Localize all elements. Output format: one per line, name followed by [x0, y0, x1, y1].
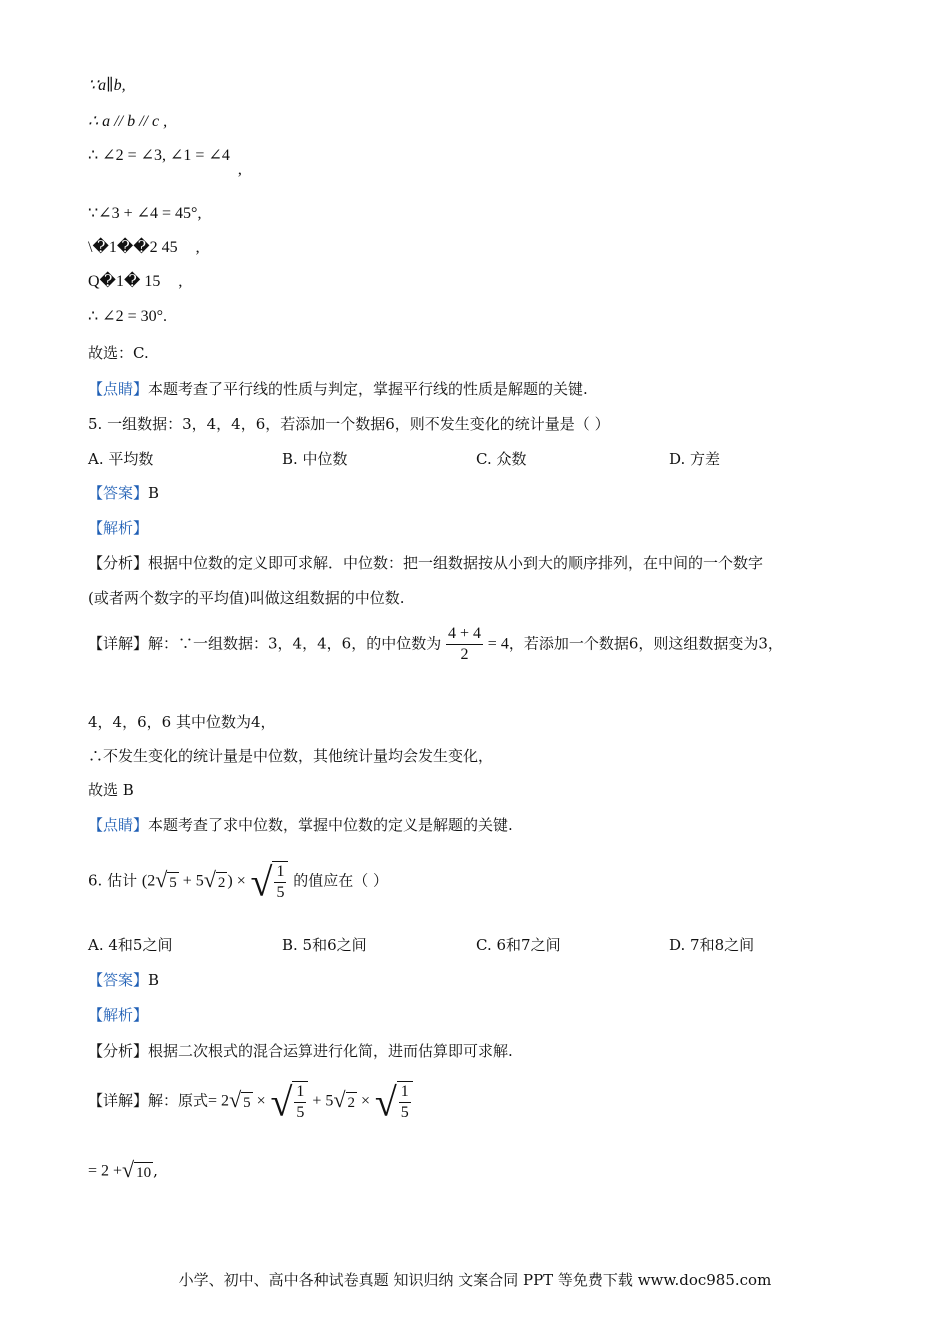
- q6-result-comma: ,: [153, 1161, 158, 1180]
- q6-answer-tag: 【答案】: [88, 971, 149, 989]
- q5-answer-value: B: [148, 484, 160, 502]
- q6-expr-plus: + 5: [178, 872, 204, 890]
- q5-xiangjie-tag: 【详解】: [88, 634, 149, 653]
- q5-conclusion-line: ∴不发生变化的统计量是中位数，其他统计量均会发生变化，: [88, 747, 494, 765]
- q6-fenxi-tag: 【分析】: [88, 1042, 149, 1060]
- q6-sqrt10-radicand: 10: [134, 1162, 153, 1183]
- q5-jiexi-heading: 【解析】: [88, 519, 149, 537]
- q6-answer: [88, 970, 159, 990]
- line-choose-c: 故选：C.: [88, 344, 149, 362]
- q6-option-c: C. 6和7之间: [476, 936, 561, 954]
- q6-result-line: [88, 1157, 158, 1183]
- q6-xiangjie-text: 解：原式: [148, 1091, 209, 1110]
- q6-result-eq: = 2 +: [88, 1162, 123, 1180]
- angle-equality-text: ∴ ∠2 = ∠3, ∠1 = ∠4: [88, 147, 230, 164]
- line-angle-result: ∴ ∠2 = 30°.: [88, 308, 168, 325]
- q6-jiexi-heading: 【解析】: [88, 1006, 149, 1024]
- line-angle-sum: ∵∠3 + ∠4 = 45°,: [88, 205, 202, 222]
- q6-option-d: D. 7和8之间: [669, 936, 755, 954]
- angle-equality-comma: ,: [237, 161, 242, 178]
- line-garbled-2: [88, 272, 182, 292]
- line-angle-equality: [88, 146, 242, 178]
- garbled-text-2: Q�1� 15: [88, 273, 161, 290]
- q6-fenxi-line: [88, 1041, 513, 1061]
- q5-dianjing-tag: 【点睛】: [88, 816, 149, 834]
- q5-fenxi-tag: 【分析】: [88, 554, 149, 572]
- q6-fraction-num: 1: [274, 862, 286, 883]
- q5-dianjing-line: [88, 815, 513, 835]
- q6-sqrt2: √ 2: [203, 867, 226, 892]
- q6-detail-sqrt5: √ 5: [229, 1087, 251, 1112]
- q6-xiangjie-tag: 【详解】: [88, 1091, 149, 1110]
- q5-fenxi-text-1: 根据中位数的定义即可求解．中位数：把一组数据按从小到大的顺序排列，在中间的一个数字: [148, 554, 764, 572]
- q5-option-c: C. 众数: [476, 450, 527, 468]
- q5-fenxi-line-2: (或者两个数字的平均值)叫做这组数据的中位数.: [88, 589, 405, 607]
- q6-option-a: A. 4和5之间: [88, 936, 173, 954]
- line-parallel-given: ∵a∥b,: [88, 77, 126, 94]
- q6-expr-open: (2: [141, 872, 156, 890]
- garbled-comma-2: ,: [178, 273, 183, 290]
- q6-sqrt5-radicand: 5: [167, 872, 179, 893]
- line-garbled-1: [88, 238, 200, 258]
- q5-xiangjie-text-b: ，若添加一个数据6，则这组数据变为3，: [508, 634, 783, 653]
- q5-xiangjie-text-a: 解：∵一组数据：3，4，4，6，的中位数为: [148, 634, 442, 653]
- q6-expr-times: ) ×: [227, 872, 246, 890]
- q5-fenxi-line-1: [88, 553, 763, 573]
- q5-fraction-numerator: 4 + 4: [446, 624, 483, 645]
- q6-fenxi-text: 根据二次根式的混合运算进行化简，进而估算即可求解.: [148, 1042, 513, 1060]
- q6-sqrt-fraction: √ $\frac{1}{5}$: [251, 854, 289, 910]
- q6-xiangjie-line: [88, 1072, 413, 1131]
- question-6: [88, 852, 388, 911]
- q5-fraction-denominator: 2: [460, 646, 469, 663]
- q6-detail-sqrt-frac-1: √ $\frac{1}{5}$: [270, 1074, 308, 1130]
- line-parallel-conclusion: ∴ a // b // c ,: [88, 113, 168, 130]
- q6-prefix: 6. 估计: [88, 871, 138, 890]
- q6-sqrt10: √ 10: [122, 1157, 152, 1182]
- q6-postfix: 的值应在（ ）: [293, 871, 389, 890]
- q5-choose-line: 故选 B: [88, 781, 134, 799]
- page-footer: 小学、初中、高中各种试卷真题 知识归纳 文案合同 PPT 等免费下载 www.doc985.com: [178, 1271, 772, 1289]
- question-5: 5. 一组数据：3，4，4，6，若添加一个数据6，则不发生变化的统计量是（ ）: [88, 415, 610, 433]
- q5-option-a: A. 平均数: [88, 450, 154, 468]
- q6-sqrt2-radicand: 2: [216, 872, 228, 893]
- garbled-text-1: \�1��2 45: [88, 239, 178, 256]
- q6-detail-sqrt2: √ 2: [333, 1087, 356, 1112]
- q6-detail-times-2: ×: [357, 1092, 371, 1110]
- q6-fraction-den: 5: [276, 884, 285, 902]
- dianjing-text-1: 本题考查了平行线的性质与判定，掌握平行线的性质是解题的关键.: [148, 380, 588, 398]
- q6-detail-sqrt-frac-2: √ $\frac{1}{5}$: [375, 1074, 413, 1130]
- q5-answer-tag: 【答案】: [88, 484, 149, 502]
- q5-option-d: D. 方差: [669, 450, 721, 468]
- q5-dianjing-text: 本题考查了求中位数，掌握中位数的定义是解题的关键.: [148, 816, 513, 834]
- q5-option-b: B. 中位数: [282, 450, 348, 468]
- q6-detail-plus: + 5: [308, 1092, 334, 1110]
- q6-sqrt5: √ 5: [155, 867, 177, 892]
- q5-xiangjie-line: [88, 624, 783, 665]
- q5-answer: [88, 483, 159, 503]
- q6-expr-eq: = 2: [208, 1092, 230, 1110]
- q6-detail-times-1: ×: [252, 1092, 266, 1110]
- q5-fraction-equals: = 4: [487, 635, 509, 653]
- dianjing-tag-1: 【点睛】: [88, 380, 149, 398]
- q5-new-data-line: 4，4，6，6 其中位数为4，: [88, 713, 276, 731]
- line-dianjing-1: [88, 379, 588, 399]
- q5-median-fraction: [446, 624, 483, 665]
- garbled-comma-1: ,: [195, 239, 200, 256]
- q6-answer-value: B: [148, 971, 160, 989]
- q6-option-b: B. 5和6之间: [282, 936, 367, 954]
